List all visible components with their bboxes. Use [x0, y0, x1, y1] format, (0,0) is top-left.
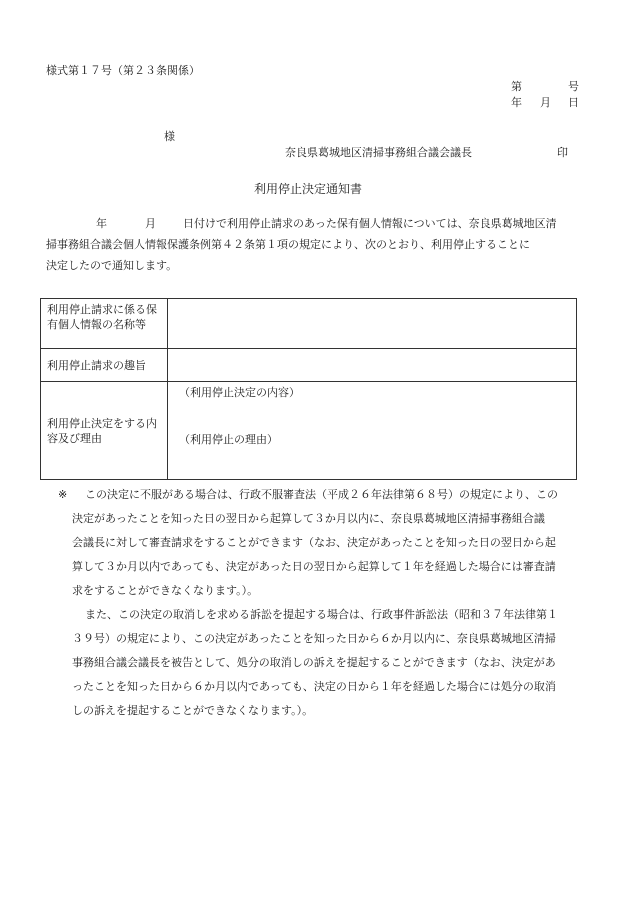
- row-label-name: 利用停止請求に係る保有個人情報の名称等: [47, 303, 157, 331]
- table-row-name: [41, 299, 576, 349]
- body-line-2: 掃事務組合議会個人情報保護条例第４２条第１項の規定により、次のとおり、利用停止することに: [46, 238, 530, 251]
- sender-name: 奈良県葛城地区清掃事務組合議会議長: [285, 146, 472, 159]
- note-p1-line-2: 決定があったことを知った日の翌日から起算して３か月以内に、奈良県葛城地区清掃事務組合議: [72, 512, 545, 525]
- form-table: [40, 298, 577, 480]
- body-year: 年: [96, 217, 107, 230]
- recipient-honorific: 様: [164, 130, 175, 143]
- body-line-1: 日付けで利用停止請求のあった保有個人情報については、奈良県葛城地区清: [183, 217, 557, 230]
- seal-mark: 印: [557, 146, 568, 159]
- decision-reason-heading: （利用停止の理由）: [179, 433, 278, 446]
- form-number: 様式第１７号（第２３条関係）: [46, 64, 200, 77]
- date-month: 月: [540, 96, 551, 109]
- document-title: 利用停止決定通知書: [254, 182, 363, 196]
- table-row-purpose: [41, 349, 576, 382]
- body-line-3: 決定したので通知します。: [46, 259, 178, 272]
- table-row-decision: [41, 382, 576, 480]
- note-p2-line-4: ったことを知った日から６か月以内であっても、決定の日から１年を経過した場合には処分の取消: [72, 680, 556, 693]
- note-p1-line-3: 会議長に対して審査請求をすることができます（なお、決定があったことを知った日の翌日から起: [72, 536, 556, 549]
- note-p2-line-2: ３９号）の規定により、この決定があったことを知った日から６か月以内に、奈良県葛城地区清掃: [72, 632, 556, 645]
- doc-number-suffix: 号: [568, 80, 579, 93]
- note-p2-line-5: しの訴えを提起することができなくなります。）。: [72, 704, 314, 717]
- date-year: 年: [511, 96, 522, 109]
- row-label-purpose: 利用停止請求の趣旨: [47, 359, 146, 372]
- date-day: 日: [568, 96, 579, 109]
- note-p2-line-1: また、この決定の取消しを求める訴訟を提起する場合は、行政事件訴訟法（昭和３７年法律第１: [85, 608, 558, 621]
- note-p1-line-1: この決定に不服がある場合は、行政不服審査法（平成２６年法律第６８号）の規定により、この: [85, 488, 558, 501]
- decision-content-heading: （利用停止決定の内容）: [179, 386, 300, 399]
- row-label-decision: 利用停止決定をする内容及び理由: [47, 417, 157, 445]
- note-mark: ※: [58, 488, 68, 501]
- body-month: 月: [145, 217, 156, 230]
- note-p2-line-3: 事務組合議会議長を被告として、処分の取消しの訴えを提起することができます（なお、決定があ: [72, 656, 556, 669]
- note-p1-line-4: 算して３か月以内であっても、決定があった日の翌日から起算して１年を経過した場合には審査請: [72, 560, 556, 573]
- doc-number-prefix: 第: [511, 80, 522, 93]
- note-p1-line-5: 求をすることができなくなります。）。: [72, 584, 259, 597]
